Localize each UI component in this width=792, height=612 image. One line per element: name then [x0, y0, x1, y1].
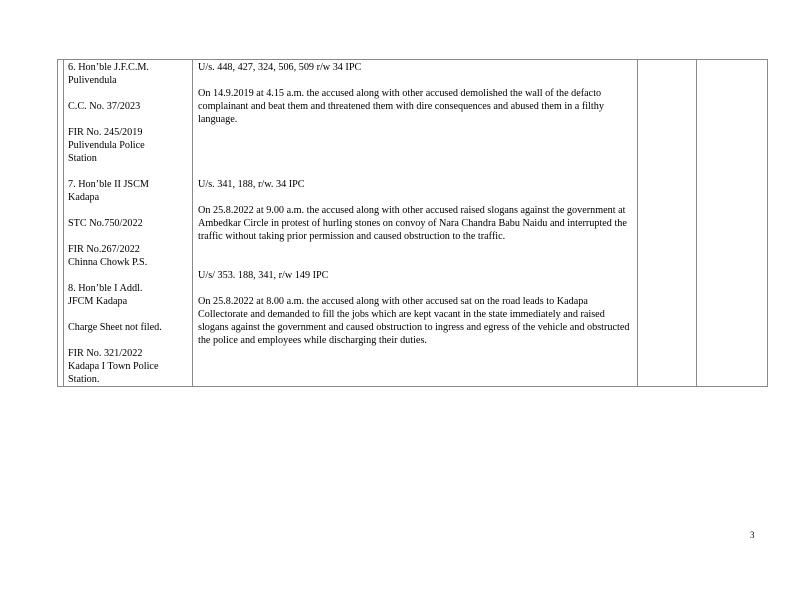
court-cell — [64, 60, 193, 387]
fir-station: Pulivendula Police — [68, 140, 145, 151]
table-row — [58, 60, 768, 387]
ipc-sections: U/s. 448, 427, 324, 506, 509 r/w 34 IPC — [198, 62, 362, 73]
fir-number: FIR No. 245/2019 — [68, 127, 143, 138]
case-number: C.C. No. 37/2023 — [68, 101, 141, 112]
court-entry — [68, 282, 188, 386]
case-details — [198, 178, 632, 243]
court-name: 6. Hon’ble J.F.C.M. — [68, 62, 149, 73]
fir-station: Station — [68, 153, 97, 164]
case-facts: On 25.8.2022 at 9.00 a.m. the accused along with other accused raised slogans against the government at Ambedkar Circle in protest of hurling stones on convoy of Nara Chandra Babu Naidu and interrupted the traffic without taking prior permission and caused obstruction to the traffic. — [198, 205, 627, 242]
ipc-sections: U/s. 341, 188, r/w. 34 IPC — [198, 179, 305, 190]
case-details — [198, 61, 632, 126]
court-place: Kadapa — [68, 192, 100, 203]
page-number: 3 — [750, 530, 755, 540]
court-name: 7. Hon’ble II JSCM — [68, 179, 149, 190]
fir-number: FIR No. 321/2022 — [68, 348, 143, 359]
court-place: Pulivendula — [68, 75, 117, 86]
details-cell — [193, 60, 638, 387]
fir-station: Station. — [68, 374, 100, 385]
case-facts: On 25.8.2022 at 8.00 a.m. the accused along with other accused sat on the road leads to Kadapa Collectorate and demanded to fill the jobs which are kept vacant in the state immediately and raised slogans against the government and caused obstruction to ingress and egress of the vehicle and obstructed the police and employees while discharging their duties. — [198, 296, 630, 346]
case-table — [57, 59, 768, 387]
empty-cell — [638, 60, 697, 387]
fir-station: Kadapa I Town Police — [68, 361, 159, 372]
case-facts: On 14.9.2019 at 4.15 a.m. the accused along with other accused demolished the wall of the defacto complainant and beat them and threatened them with dire consequences and abused them in a filthy language. — [198, 88, 604, 125]
empty-cell — [697, 60, 768, 387]
case-details — [198, 269, 632, 347]
fir-station: Chinna Chowk P.S. — [68, 257, 148, 268]
fir-number: FIR No.267/2022 — [68, 244, 140, 255]
case-number: Charge Sheet not filed. — [68, 322, 162, 333]
court-entry — [68, 61, 188, 165]
ipc-sections: U/s/ 353. 188, 341, r/w 149 IPC — [198, 270, 329, 281]
court-name: 8. Hon’ble I Addl. — [68, 283, 143, 294]
case-number: STC No.750/2022 — [68, 218, 143, 229]
court-entry — [68, 178, 188, 269]
court-place: JFCM Kadapa — [68, 296, 128, 307]
